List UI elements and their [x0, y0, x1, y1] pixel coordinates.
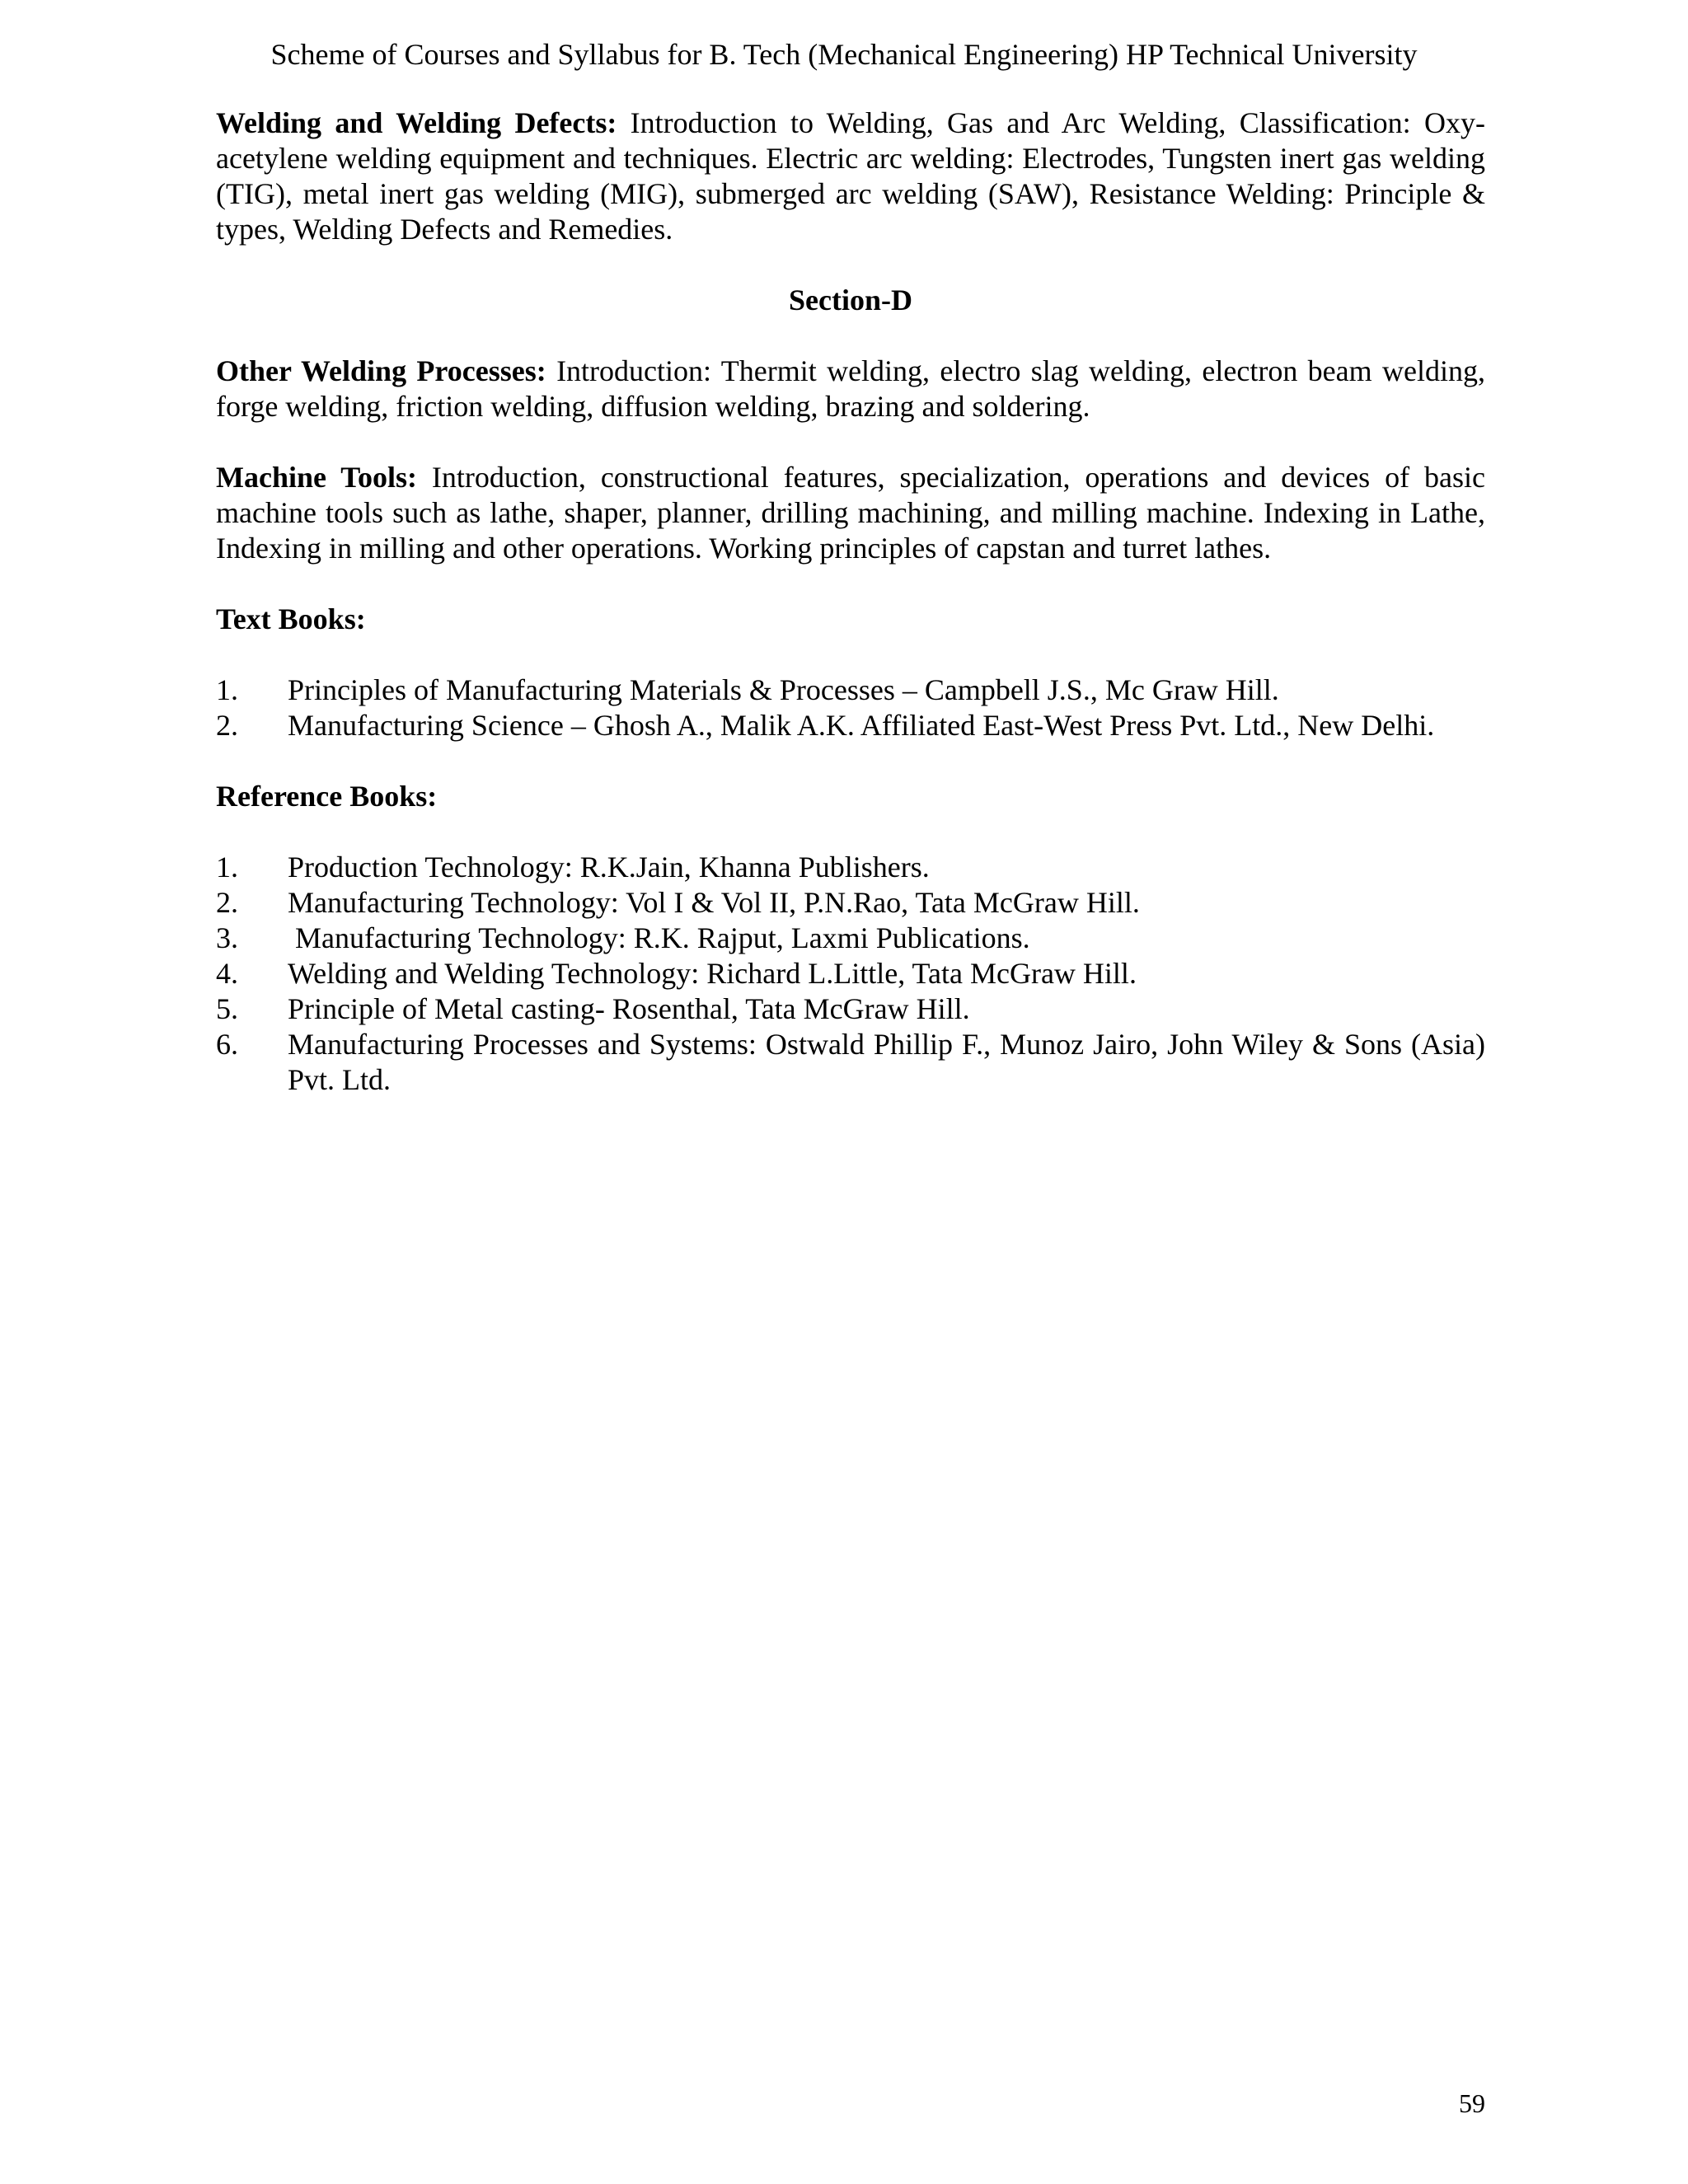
text-books-heading: Text Books: — [216, 602, 366, 635]
list-item-text: Manufacturing Processes and Systems: Ostwald Phillip F., Munoz Jairo, John Wiley & Sons (Asia) Pvt. Ltd. — [288, 1028, 1485, 1096]
list-item — [216, 708, 1485, 743]
list-item-number: 2. — [216, 709, 238, 742]
page-number: 59 — [1459, 2088, 1485, 2118]
reference-books-list — [216, 850, 1485, 1098]
other-welding-paragraph — [216, 354, 1485, 424]
list-item — [216, 956, 1485, 991]
list-item-text: Manufacturing Technology: Vol I & Vol II, P.N.Rao, Tata McGraw Hill. — [288, 886, 1140, 919]
list-item-number: 5. — [216, 992, 238, 1025]
list-item-number: 1. — [216, 851, 238, 883]
list-item-text: Welding and Welding Technology: Richard L.Little, Tata McGraw Hill. — [288, 957, 1137, 990]
list-item-text: Manufacturing Science – Ghosh A., Malik A.K. Affiliated East-West Press Pvt. Ltd., New Delhi. — [288, 709, 1435, 742]
page-content — [216, 105, 1485, 1098]
list-item-text: Production Technology: R.K.Jain, Khanna Publishers. — [288, 851, 930, 883]
running-header: Scheme of Courses and Syllabus for B. Tech (Mechanical Engineering) HP Technical University — [270, 38, 1418, 71]
list-item-number: 2. — [216, 886, 238, 919]
list-item — [216, 850, 1485, 885]
text-books-list — [216, 673, 1485, 743]
list-item-text: Principle of Metal casting- Rosenthal, Tata McGraw Hill. — [288, 992, 970, 1025]
welding-defects-paragraph — [216, 105, 1485, 247]
list-item-text: Principles of Manufacturing Materials & Processes – Campbell J.S., Mc Graw Hill. — [288, 673, 1279, 706]
list-item — [216, 921, 1485, 956]
reference-books-heading: Reference Books: — [216, 780, 438, 813]
other-welding-text: Introduction: Thermit welding, electro slag welding, electron beam welding, forge welding, friction welding, diffusion welding, brazing and soldering. — [216, 354, 1485, 423]
other-welding-term: Other Welding Processes: — [216, 354, 546, 387]
list-item-number: 6. — [216, 1028, 238, 1061]
list-item — [216, 673, 1485, 708]
list-item-number: 3. — [216, 921, 238, 954]
welding-defects-term: Welding and Welding Defects: — [216, 106, 617, 139]
list-item — [216, 991, 1485, 1027]
list-item-number: 4. — [216, 957, 238, 990]
machine-tools-paragraph — [216, 460, 1485, 566]
list-item-text: Manufacturing Technology: R.K. Rajput, Laxmi Publications. — [288, 921, 1030, 954]
welding-defects-text: Introduction to Welding, Gas and Arc Welding, Classification: Oxy-acetylene welding equipment and techniques. Electric arc welding: Electrodes, Tungsten inert gas welding (TIG), metal inert gas welding (MIG), submerged arc welding (SAW), Resistance Welding: Principle & types, Welding Defects and Remedies. — [216, 106, 1485, 246]
list-item — [216, 1027, 1485, 1098]
machine-tools-text: Introduction, constructional features, specialization, operations and devices of basic machine tools such as lathe, shaper, planner, drilling machining, and milling machine. Indexing in Lathe, Indexing in milling and other operations. Working principles of capstan and turret lathes. — [216, 461, 1485, 565]
machine-tools-term: Machine Tools: — [216, 461, 417, 494]
list-item — [216, 885, 1485, 921]
list-item-number: 1. — [216, 673, 238, 706]
section-d-title: Section-D — [789, 284, 912, 316]
